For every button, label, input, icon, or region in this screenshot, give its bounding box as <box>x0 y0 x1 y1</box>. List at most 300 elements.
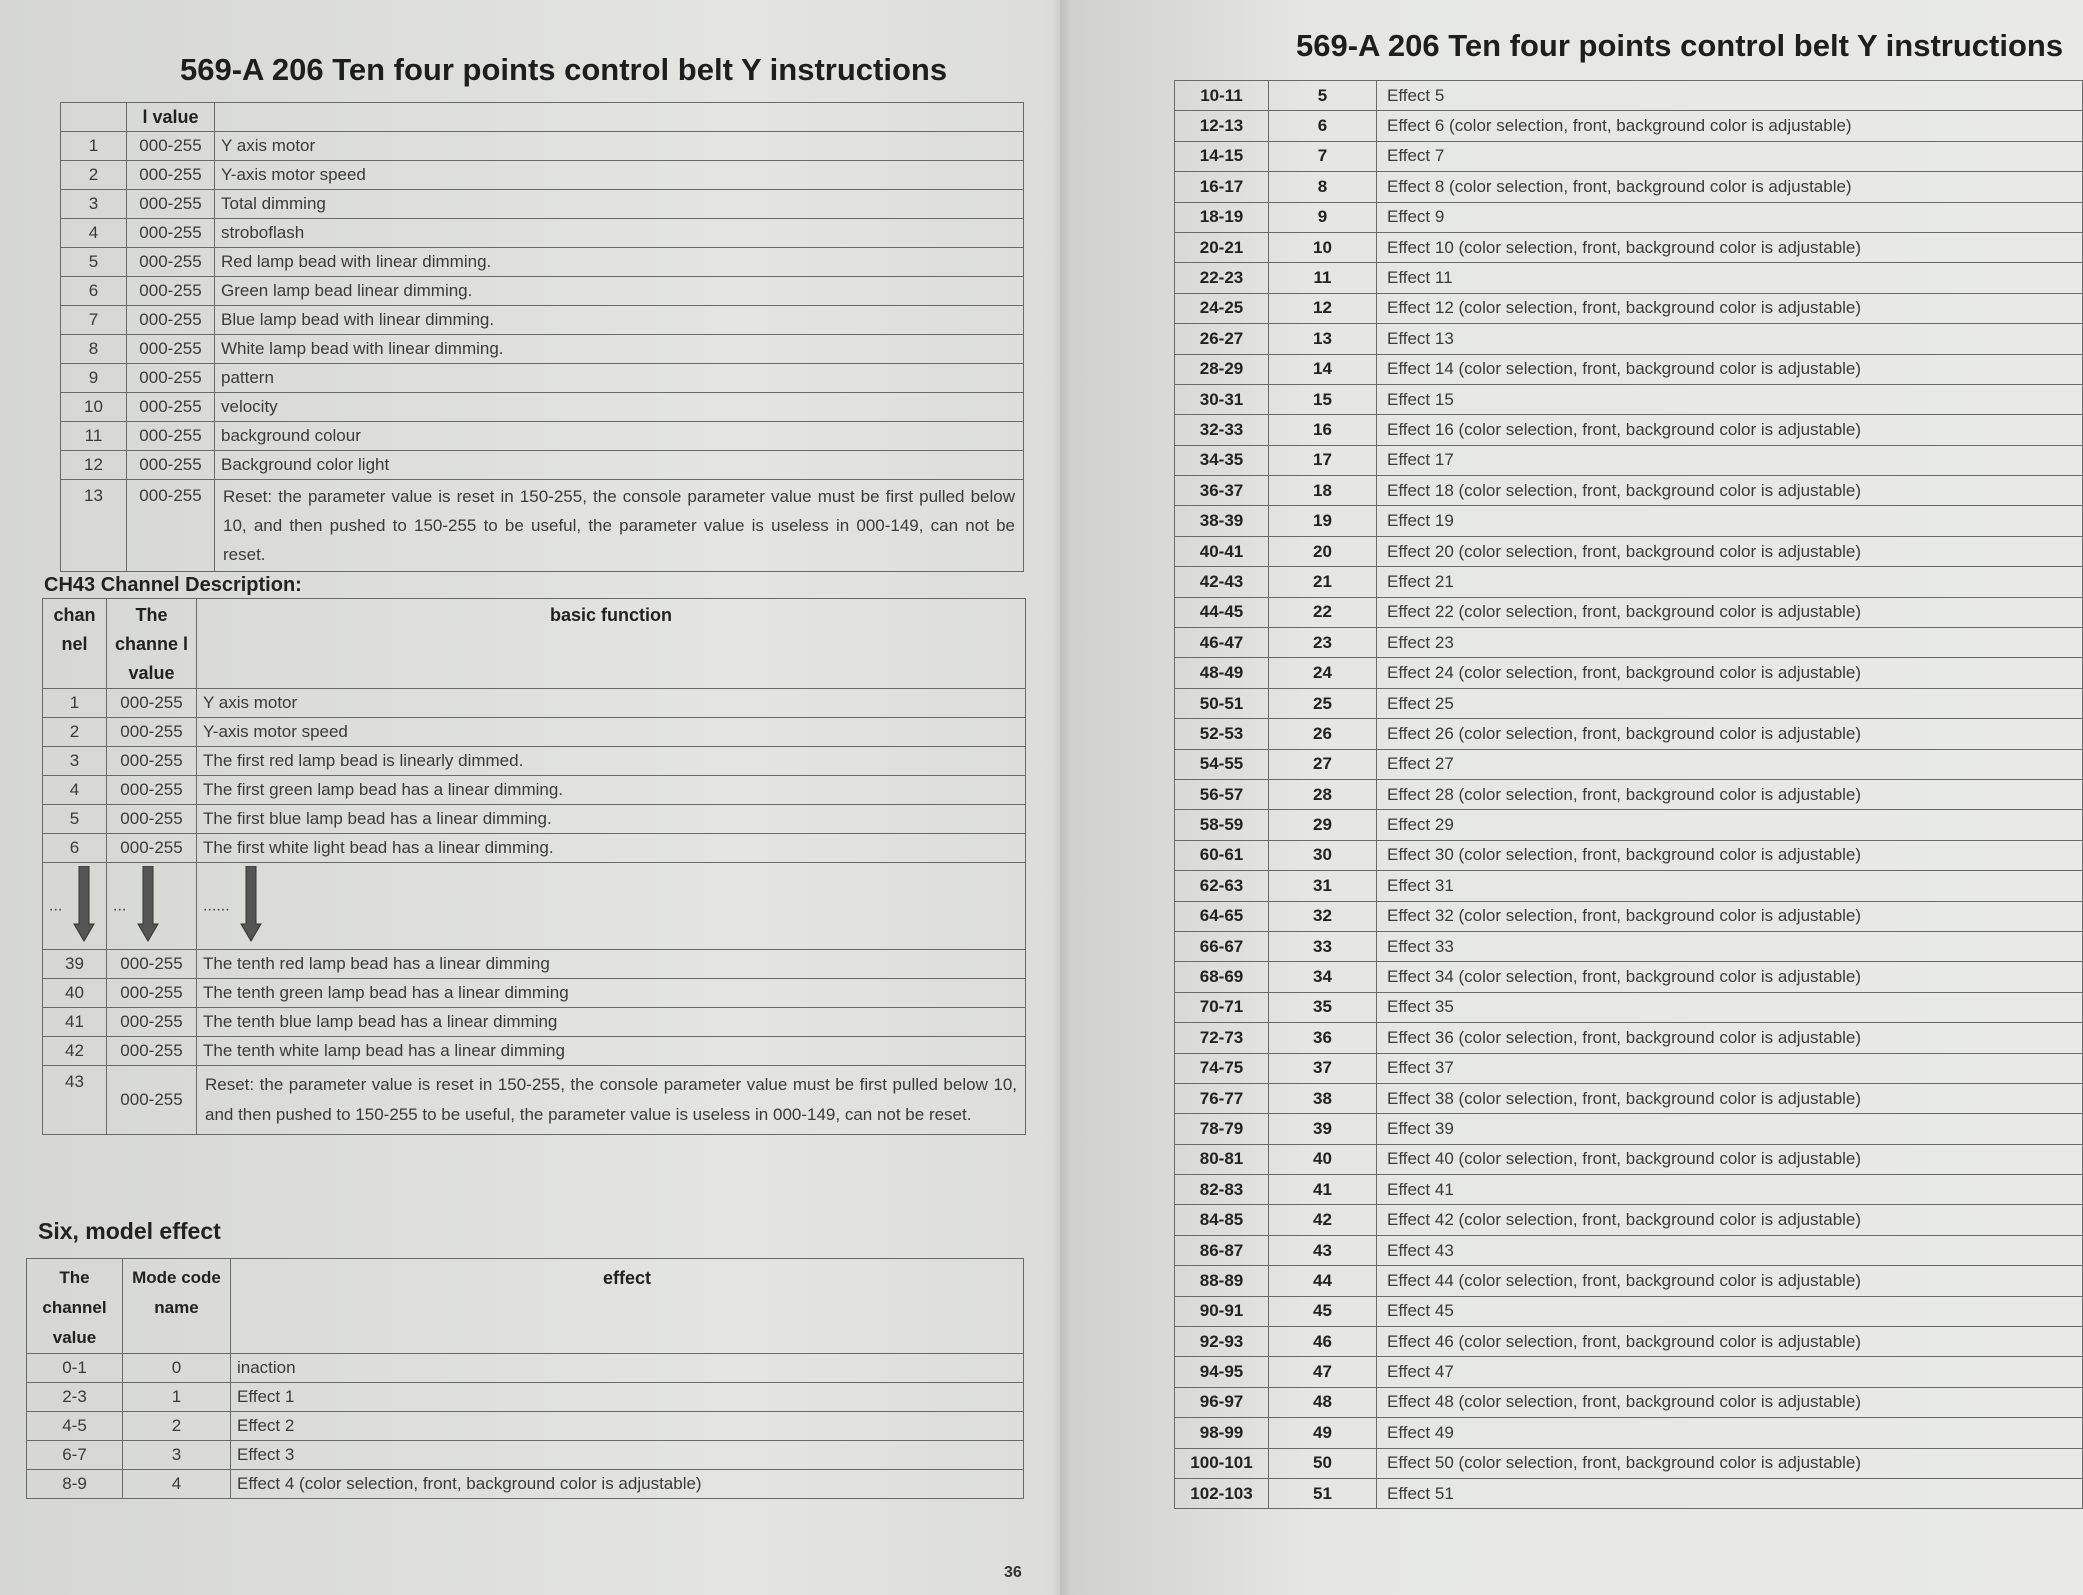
table-row <box>1175 779 2083 809</box>
channel-cell: 84-85 <box>1175 1205 1269 1235</box>
table-row <box>1175 445 2083 475</box>
table-row <box>1175 992 2083 1022</box>
function-cell: Y-axis motor speed <box>197 718 1026 747</box>
function-cell: Effect 12 (color selection, front, background color is adjustable) <box>1377 293 2083 323</box>
ellipsis-text: ... <box>49 897 63 914</box>
value-cell: 000-255 <box>127 277 215 306</box>
channel-cell: 6 <box>43 834 107 863</box>
value-cell: 16 <box>1269 415 1377 445</box>
table-row <box>1175 1235 2083 1265</box>
table-row <box>61 277 1024 306</box>
channel-cell: 39 <box>43 950 107 979</box>
down-arrow-icon <box>240 866 262 947</box>
value-cell: 42 <box>1269 1205 1377 1235</box>
channel-cell: 6 <box>61 277 127 306</box>
table-row <box>43 747 1026 776</box>
table-row <box>1175 81 2083 111</box>
channel-cell: 13 <box>61 480 127 572</box>
header-cell: basic function <box>197 599 1026 689</box>
channel-cell: 2 <box>43 718 107 747</box>
value-cell: 000-255 <box>107 776 197 805</box>
channel-cell: 1 <box>61 132 127 161</box>
table-row <box>61 422 1024 451</box>
value-cell: 22 <box>1269 597 1377 627</box>
table-row <box>27 1441 1024 1470</box>
function-cell: Effect 34 (color selection, front, background color is adjustable) <box>1377 962 2083 992</box>
header-cell: The channe l value <box>107 599 197 689</box>
value-cell: 27 <box>1269 749 1377 779</box>
channel-cell: 1 <box>43 689 107 718</box>
value-cell: 37 <box>1269 1053 1377 1083</box>
table-row <box>1175 1478 2083 1508</box>
value-cell: 45 <box>1269 1296 1377 1326</box>
value-cell: 000-255 <box>107 1037 197 1066</box>
function-cell: Effect 1 <box>231 1383 1024 1412</box>
value-cell: 4 <box>123 1470 231 1499</box>
function-cell: Effect 5 <box>1377 81 2083 111</box>
table-row <box>1175 476 2083 506</box>
table-row <box>1175 658 2083 688</box>
function-cell: Effect 24 (color selection, front, background color is adjustable) <box>1377 658 2083 688</box>
table-row <box>27 1354 1024 1383</box>
function-cell: Effect 10 (color selection, front, background color is adjustable) <box>1377 232 2083 262</box>
table-row <box>1175 1387 2083 1417</box>
table-row <box>1175 901 2083 931</box>
function-cell: The tenth red lamp bead has a linear dimming <box>197 950 1026 979</box>
table-row <box>1175 1175 2083 1205</box>
channel-cell: 41 <box>43 1008 107 1037</box>
value-cell: 13 <box>1269 324 1377 354</box>
value-cell: 17 <box>1269 445 1377 475</box>
value-cell: 000-255 <box>107 689 197 718</box>
value-cell: 11 <box>1269 263 1377 293</box>
table-row <box>1175 597 2083 627</box>
value-cell: 33 <box>1269 931 1377 961</box>
value-cell: 5 <box>1269 81 1377 111</box>
channel-cell: 52-53 <box>1175 719 1269 749</box>
value-cell: 43 <box>1269 1235 1377 1265</box>
function-cell: Effect 39 <box>1377 1114 2083 1144</box>
channel-cell: 10-11 <box>1175 81 1269 111</box>
table-row <box>1175 1205 2083 1235</box>
value-cell: 24 <box>1269 658 1377 688</box>
table-row <box>1175 871 2083 901</box>
function-cell: Effect 29 <box>1377 810 2083 840</box>
channel-cell: 4 <box>61 219 127 248</box>
table-row <box>1175 1083 2083 1113</box>
table-row <box>61 335 1024 364</box>
table-row <box>61 451 1024 480</box>
right-page-title: 569-A 206 Ten four points control belt Y instructions <box>1296 28 2064 63</box>
channel-cell: 14-15 <box>1175 141 1269 171</box>
value-cell: 47 <box>1269 1357 1377 1387</box>
value-cell: 10 <box>1269 232 1377 262</box>
table-row <box>1175 111 2083 141</box>
value-cell: 51 <box>1269 1478 1377 1508</box>
channel-cell: 80-81 <box>1175 1144 1269 1174</box>
value-cell: 34 <box>1269 962 1377 992</box>
value-cell: 0 <box>123 1354 231 1383</box>
table-row <box>1175 1418 2083 1448</box>
value-cell: 40 <box>1269 1144 1377 1174</box>
channel-cell: 42-43 <box>1175 567 1269 597</box>
ellipsis-row <box>43 863 1026 950</box>
table-row <box>1175 172 2083 202</box>
value-cell: 000-255 <box>107 979 197 1008</box>
table-row <box>1175 1448 2083 1478</box>
function-cell: Effect 42 (color selection, front, background color is adjustable) <box>1377 1205 2083 1235</box>
channel-cell: 64-65 <box>1175 901 1269 931</box>
table-row <box>1175 1023 2083 1053</box>
channel-cell: 96-97 <box>1175 1387 1269 1417</box>
value-cell: 000-255 <box>107 718 197 747</box>
header-cell: l value <box>127 103 215 132</box>
value-cell: 31 <box>1269 871 1377 901</box>
value-cell: 25 <box>1269 688 1377 718</box>
table-row <box>1175 567 2083 597</box>
value-cell: 30 <box>1269 840 1377 870</box>
value-cell: 7 <box>1269 141 1377 171</box>
function-cell: Reset: the parameter value is reset in 150-255, the console parameter value must be first pulled below 10, and then pushed to 150-255 to be useful, the parameter value is useless in 000-149, can not be reset. <box>215 480 1024 572</box>
value-cell: 49 <box>1269 1418 1377 1448</box>
channel-cell: 34-35 <box>1175 445 1269 475</box>
function-cell: The first green lamp bead has a linear dimming. <box>197 776 1026 805</box>
function-cell: Effect 18 (color selection, front, background color is adjustable) <box>1377 476 2083 506</box>
header-cell: The channel value <box>27 1259 123 1354</box>
header-cell: effect <box>231 1259 1024 1354</box>
table-header <box>61 103 1024 132</box>
channel-cell: 56-57 <box>1175 779 1269 809</box>
table-row <box>27 1383 1024 1412</box>
table-row <box>43 805 1026 834</box>
function-cell: pattern <box>215 364 1024 393</box>
function-cell: Effect 32 (color selection, front, background color is adjustable) <box>1377 901 2083 931</box>
function-cell: Effect 11 <box>1377 263 2083 293</box>
model-effect-section-title: Six, model effect <box>38 1218 221 1244</box>
table-row <box>1175 1266 2083 1296</box>
table-row <box>1175 1327 2083 1357</box>
left-page-title: 569-A 206 Ten four points control belt Y instructions <box>180 52 948 87</box>
function-cell: Effect 47 <box>1377 1357 2083 1387</box>
table-row <box>43 776 1026 805</box>
down-arrow-icon <box>137 866 159 947</box>
function-cell: Effect 41 <box>1377 1175 2083 1205</box>
table-row <box>61 480 1024 572</box>
value-cell: 000-255 <box>127 451 215 480</box>
table-row <box>61 248 1024 277</box>
table-row <box>1175 1114 2083 1144</box>
value-cell: 48 <box>1269 1387 1377 1417</box>
function-cell: Effect 15 <box>1377 384 2083 414</box>
channel-cell: 30-31 <box>1175 384 1269 414</box>
value-cell: 000-255 <box>107 747 197 776</box>
channel-cell: 5 <box>61 248 127 277</box>
value-cell: 35 <box>1269 992 1377 1022</box>
down-arrow-icon <box>73 866 95 947</box>
channel-cell: 68-69 <box>1175 962 1269 992</box>
table-row <box>1175 506 2083 536</box>
function-cell: Effect 51 <box>1377 1478 2083 1508</box>
function-cell: The first red lamp bead is linearly dimmed. <box>197 747 1026 776</box>
value-cell: 000-255 <box>127 248 215 277</box>
channel-cell: 3 <box>61 190 127 219</box>
value-cell: 26 <box>1269 719 1377 749</box>
function-cell: Effect 33 <box>1377 931 2083 961</box>
header-cell: chan nel <box>43 599 107 689</box>
value-cell: 32 <box>1269 901 1377 931</box>
value-cell: 23 <box>1269 628 1377 658</box>
value-cell: 14 <box>1269 354 1377 384</box>
channel-cell: 9 <box>61 364 127 393</box>
table-row <box>1175 810 2083 840</box>
table-row <box>1175 1296 2083 1326</box>
table-header <box>43 599 1026 689</box>
channel-cell: 44-45 <box>1175 597 1269 627</box>
channel-cell: 20-21 <box>1175 232 1269 262</box>
value-cell: 000-255 <box>127 393 215 422</box>
value-cell: 000-255 <box>127 190 215 219</box>
table-row <box>1175 962 2083 992</box>
value-cell: 000-255 <box>107 834 197 863</box>
channel-cell: 16-17 <box>1175 172 1269 202</box>
function-cell: Green lamp bead linear dimming. <box>215 277 1024 306</box>
table-row <box>1175 840 2083 870</box>
function-cell: Effect 20 (color selection, front, background color is adjustable) <box>1377 536 2083 566</box>
table-row <box>43 834 1026 863</box>
function-cell: Effect 22 (color selection, front, background color is adjustable) <box>1377 597 2083 627</box>
channel-cell: 2 <box>61 161 127 190</box>
value-cell: 000-255 <box>127 364 215 393</box>
channel-cell: 60-61 <box>1175 840 1269 870</box>
function-cell: White lamp bead with linear dimming. <box>215 335 1024 364</box>
table-row <box>1175 536 2083 566</box>
channel-cell: 3 <box>43 747 107 776</box>
table-row <box>43 718 1026 747</box>
channel-cell: 54-55 <box>1175 749 1269 779</box>
channel-cell: 8 <box>61 335 127 364</box>
function-cell: The tenth green lamp bead has a linear dimming <box>197 979 1026 1008</box>
table-row <box>61 393 1024 422</box>
function-cell: Effect 44 (color selection, front, background color is adjustable) <box>1377 1266 2083 1296</box>
value-cell: 000-255 <box>127 480 215 572</box>
header-cell <box>215 103 1024 132</box>
channel-cell: 90-91 <box>1175 1296 1269 1326</box>
channel-cell: 22-23 <box>1175 263 1269 293</box>
function-cell: Effect 3 <box>231 1441 1024 1470</box>
function-cell: Effect 27 <box>1377 749 2083 779</box>
value-cell: 000-255 <box>107 805 197 834</box>
function-cell: Effect 40 (color selection, front, background color is adjustable) <box>1377 1144 2083 1174</box>
value-cell: 19 <box>1269 506 1377 536</box>
channel-cell: 8-9 <box>27 1470 123 1499</box>
function-cell: Effect 38 (color selection, front, background color is adjustable) <box>1377 1083 2083 1113</box>
value-cell: 000-255 <box>127 132 215 161</box>
value-cell: 18 <box>1269 476 1377 506</box>
table-row <box>43 1008 1026 1037</box>
function-cell: The first blue lamp bead has a linear dimming. <box>197 805 1026 834</box>
table-row <box>61 306 1024 335</box>
value-cell: 000-255 <box>127 306 215 335</box>
table-row <box>61 161 1024 190</box>
table-row <box>1175 931 2083 961</box>
channel-cell: 18-19 <box>1175 202 1269 232</box>
function-cell: Effect 43 <box>1377 1235 2083 1265</box>
value-cell: 000-255 <box>107 950 197 979</box>
channel-cell: 46-47 <box>1175 628 1269 658</box>
function-cell: Effect 4 (color selection, front, background color is adjustable) <box>231 1470 1024 1499</box>
ch43-section-title: CH43 Channel Description: <box>44 574 302 596</box>
function-cell: Effect 23 <box>1377 628 2083 658</box>
table-row <box>43 1037 1026 1066</box>
model-effect-table <box>26 1258 1024 1499</box>
channel-cell: 5 <box>43 805 107 834</box>
channel-cell: 11 <box>61 422 127 451</box>
table-row <box>1175 232 2083 262</box>
header-cell: Mode code name <box>123 1259 231 1354</box>
channel-cell: 42 <box>43 1037 107 1066</box>
value-cell: 46 <box>1269 1327 1377 1357</box>
value-cell: 20 <box>1269 536 1377 566</box>
value-cell: 38 <box>1269 1083 1377 1113</box>
channel-cell: 82-83 <box>1175 1175 1269 1205</box>
function-cell: velocity <box>215 393 1024 422</box>
value-cell: 44 <box>1269 1266 1377 1296</box>
value-cell: 3 <box>123 1441 231 1470</box>
channel-table-basic <box>60 102 1024 572</box>
channel-cell: 94-95 <box>1175 1357 1269 1387</box>
table-row <box>1175 1053 2083 1083</box>
value-cell: 36 <box>1269 1023 1377 1053</box>
channel-cell: 100-101 <box>1175 1448 1269 1478</box>
value-cell: 8 <box>1269 172 1377 202</box>
channel-cell: 76-77 <box>1175 1083 1269 1113</box>
function-cell: Reset: the parameter value is reset in 150-255, the console parameter value must be first pulled below 10, and then pushed to 150-255 to be useful, the parameter value is useless in 000-149, can not be reset. <box>197 1066 1026 1135</box>
function-cell: Effect 26 (color selection, front, background color is adjustable) <box>1377 719 2083 749</box>
value-cell: 000-255 <box>107 1066 197 1135</box>
function-cell: Effect 37 <box>1377 1053 2083 1083</box>
channel-cell: 86-87 <box>1175 1235 1269 1265</box>
function-cell: Effect 21 <box>1377 567 2083 597</box>
table-row <box>1175 415 2083 445</box>
function-cell: Effect 16 (color selection, front, background color is adjustable) <box>1377 415 2083 445</box>
table-row <box>61 190 1024 219</box>
channel-cell: 28-29 <box>1175 354 1269 384</box>
table-row <box>1175 202 2083 232</box>
table-row <box>43 1066 1026 1135</box>
function-cell: Y-axis motor speed <box>215 161 1024 190</box>
channel-cell: 66-67 <box>1175 931 1269 961</box>
function-cell: Red lamp bead with linear dimming. <box>215 248 1024 277</box>
table-row <box>43 689 1026 718</box>
function-cell: stroboflash <box>215 219 1024 248</box>
function-cell: Blue lamp bead with linear dimming. <box>215 306 1024 335</box>
value-cell: 6 <box>1269 111 1377 141</box>
function-cell: Effect 6 (color selection, front, background color is adjustable) <box>1377 111 2083 141</box>
channel-cell: 48-49 <box>1175 658 1269 688</box>
channel-cell: 70-71 <box>1175 992 1269 1022</box>
channel-cell: 0-1 <box>27 1354 123 1383</box>
value-cell: 15 <box>1269 384 1377 414</box>
function-cell: Effect 13 <box>1377 324 2083 354</box>
function-cell: Background color light <box>215 451 1024 480</box>
channel-cell: 78-79 <box>1175 1114 1269 1144</box>
channel-cell: 92-93 <box>1175 1327 1269 1357</box>
channel-table-ch43 <box>42 598 1026 1135</box>
channel-cell: 26-27 <box>1175 324 1269 354</box>
function-cell: Effect 19 <box>1377 506 2083 536</box>
function-cell: The tenth white lamp bead has a linear dimming <box>197 1037 1026 1066</box>
table-row <box>1175 628 2083 658</box>
ellipsis-text: ... <box>113 897 127 914</box>
function-cell: Y axis motor <box>197 689 1026 718</box>
function-cell: Effect 35 <box>1377 992 2083 1022</box>
channel-cell: 98-99 <box>1175 1418 1269 1448</box>
table-row <box>1175 141 2083 171</box>
channel-cell: 38-39 <box>1175 506 1269 536</box>
channel-cell: 40-41 <box>1175 536 1269 566</box>
value-cell: 000-255 <box>127 422 215 451</box>
value-cell: 1 <box>123 1383 231 1412</box>
function-cell: inaction <box>231 1354 1024 1383</box>
table-row <box>1175 719 2083 749</box>
channel-cell: 6-7 <box>27 1441 123 1470</box>
channel-cell: 43 <box>43 1066 107 1135</box>
table-row <box>43 979 1026 1008</box>
table-row <box>1175 324 2083 354</box>
table-row <box>1175 749 2083 779</box>
channel-cell: 88-89 <box>1175 1266 1269 1296</box>
value-cell: 9 <box>1269 202 1377 232</box>
function-cell: Effect 14 (color selection, front, background color is adjustable) <box>1377 354 2083 384</box>
function-cell: Total dimming <box>215 190 1024 219</box>
table-header <box>27 1259 1024 1354</box>
function-cell: The first white light bead has a linear dimming. <box>197 834 1026 863</box>
channel-cell: 40 <box>43 979 107 1008</box>
effect-mode-table <box>1174 80 2083 1509</box>
function-cell: Effect 48 (color selection, front, background color is adjustable) <box>1377 1387 2083 1417</box>
channel-cell: 36-37 <box>1175 476 1269 506</box>
value-cell: 39 <box>1269 1114 1377 1144</box>
ellipsis-text: ...... <box>203 897 230 914</box>
function-cell: Effect 2 <box>231 1412 1024 1441</box>
channel-cell: 58-59 <box>1175 810 1269 840</box>
table-row <box>1175 384 2083 414</box>
table-row <box>27 1470 1024 1499</box>
function-cell: Y axis motor <box>215 132 1024 161</box>
table-row <box>61 132 1024 161</box>
function-cell: background colour <box>215 422 1024 451</box>
table-row <box>61 364 1024 393</box>
channel-cell: 62-63 <box>1175 871 1269 901</box>
table-row <box>1175 1357 2083 1387</box>
function-cell: Effect 46 (color selection, front, background color is adjustable) <box>1377 1327 2083 1357</box>
value-cell: 000-255 <box>127 335 215 364</box>
function-cell: The tenth blue lamp bead has a linear dimming <box>197 1008 1026 1037</box>
value-cell: 28 <box>1269 779 1377 809</box>
function-cell: Effect 8 (color selection, front, background color is adjustable) <box>1377 172 2083 202</box>
channel-cell: 10 <box>61 393 127 422</box>
channel-cell: 7 <box>61 306 127 335</box>
page-fold <box>1052 0 1070 1595</box>
channel-cell: 102-103 <box>1175 1478 1269 1508</box>
table-row <box>27 1412 1024 1441</box>
value-cell: 12 <box>1269 293 1377 323</box>
channel-cell: 12-13 <box>1175 111 1269 141</box>
channel-cell: 12 <box>61 451 127 480</box>
function-cell: Effect 9 <box>1377 202 2083 232</box>
channel-cell: 4-5 <box>27 1412 123 1441</box>
channel-cell: 72-73 <box>1175 1023 1269 1053</box>
